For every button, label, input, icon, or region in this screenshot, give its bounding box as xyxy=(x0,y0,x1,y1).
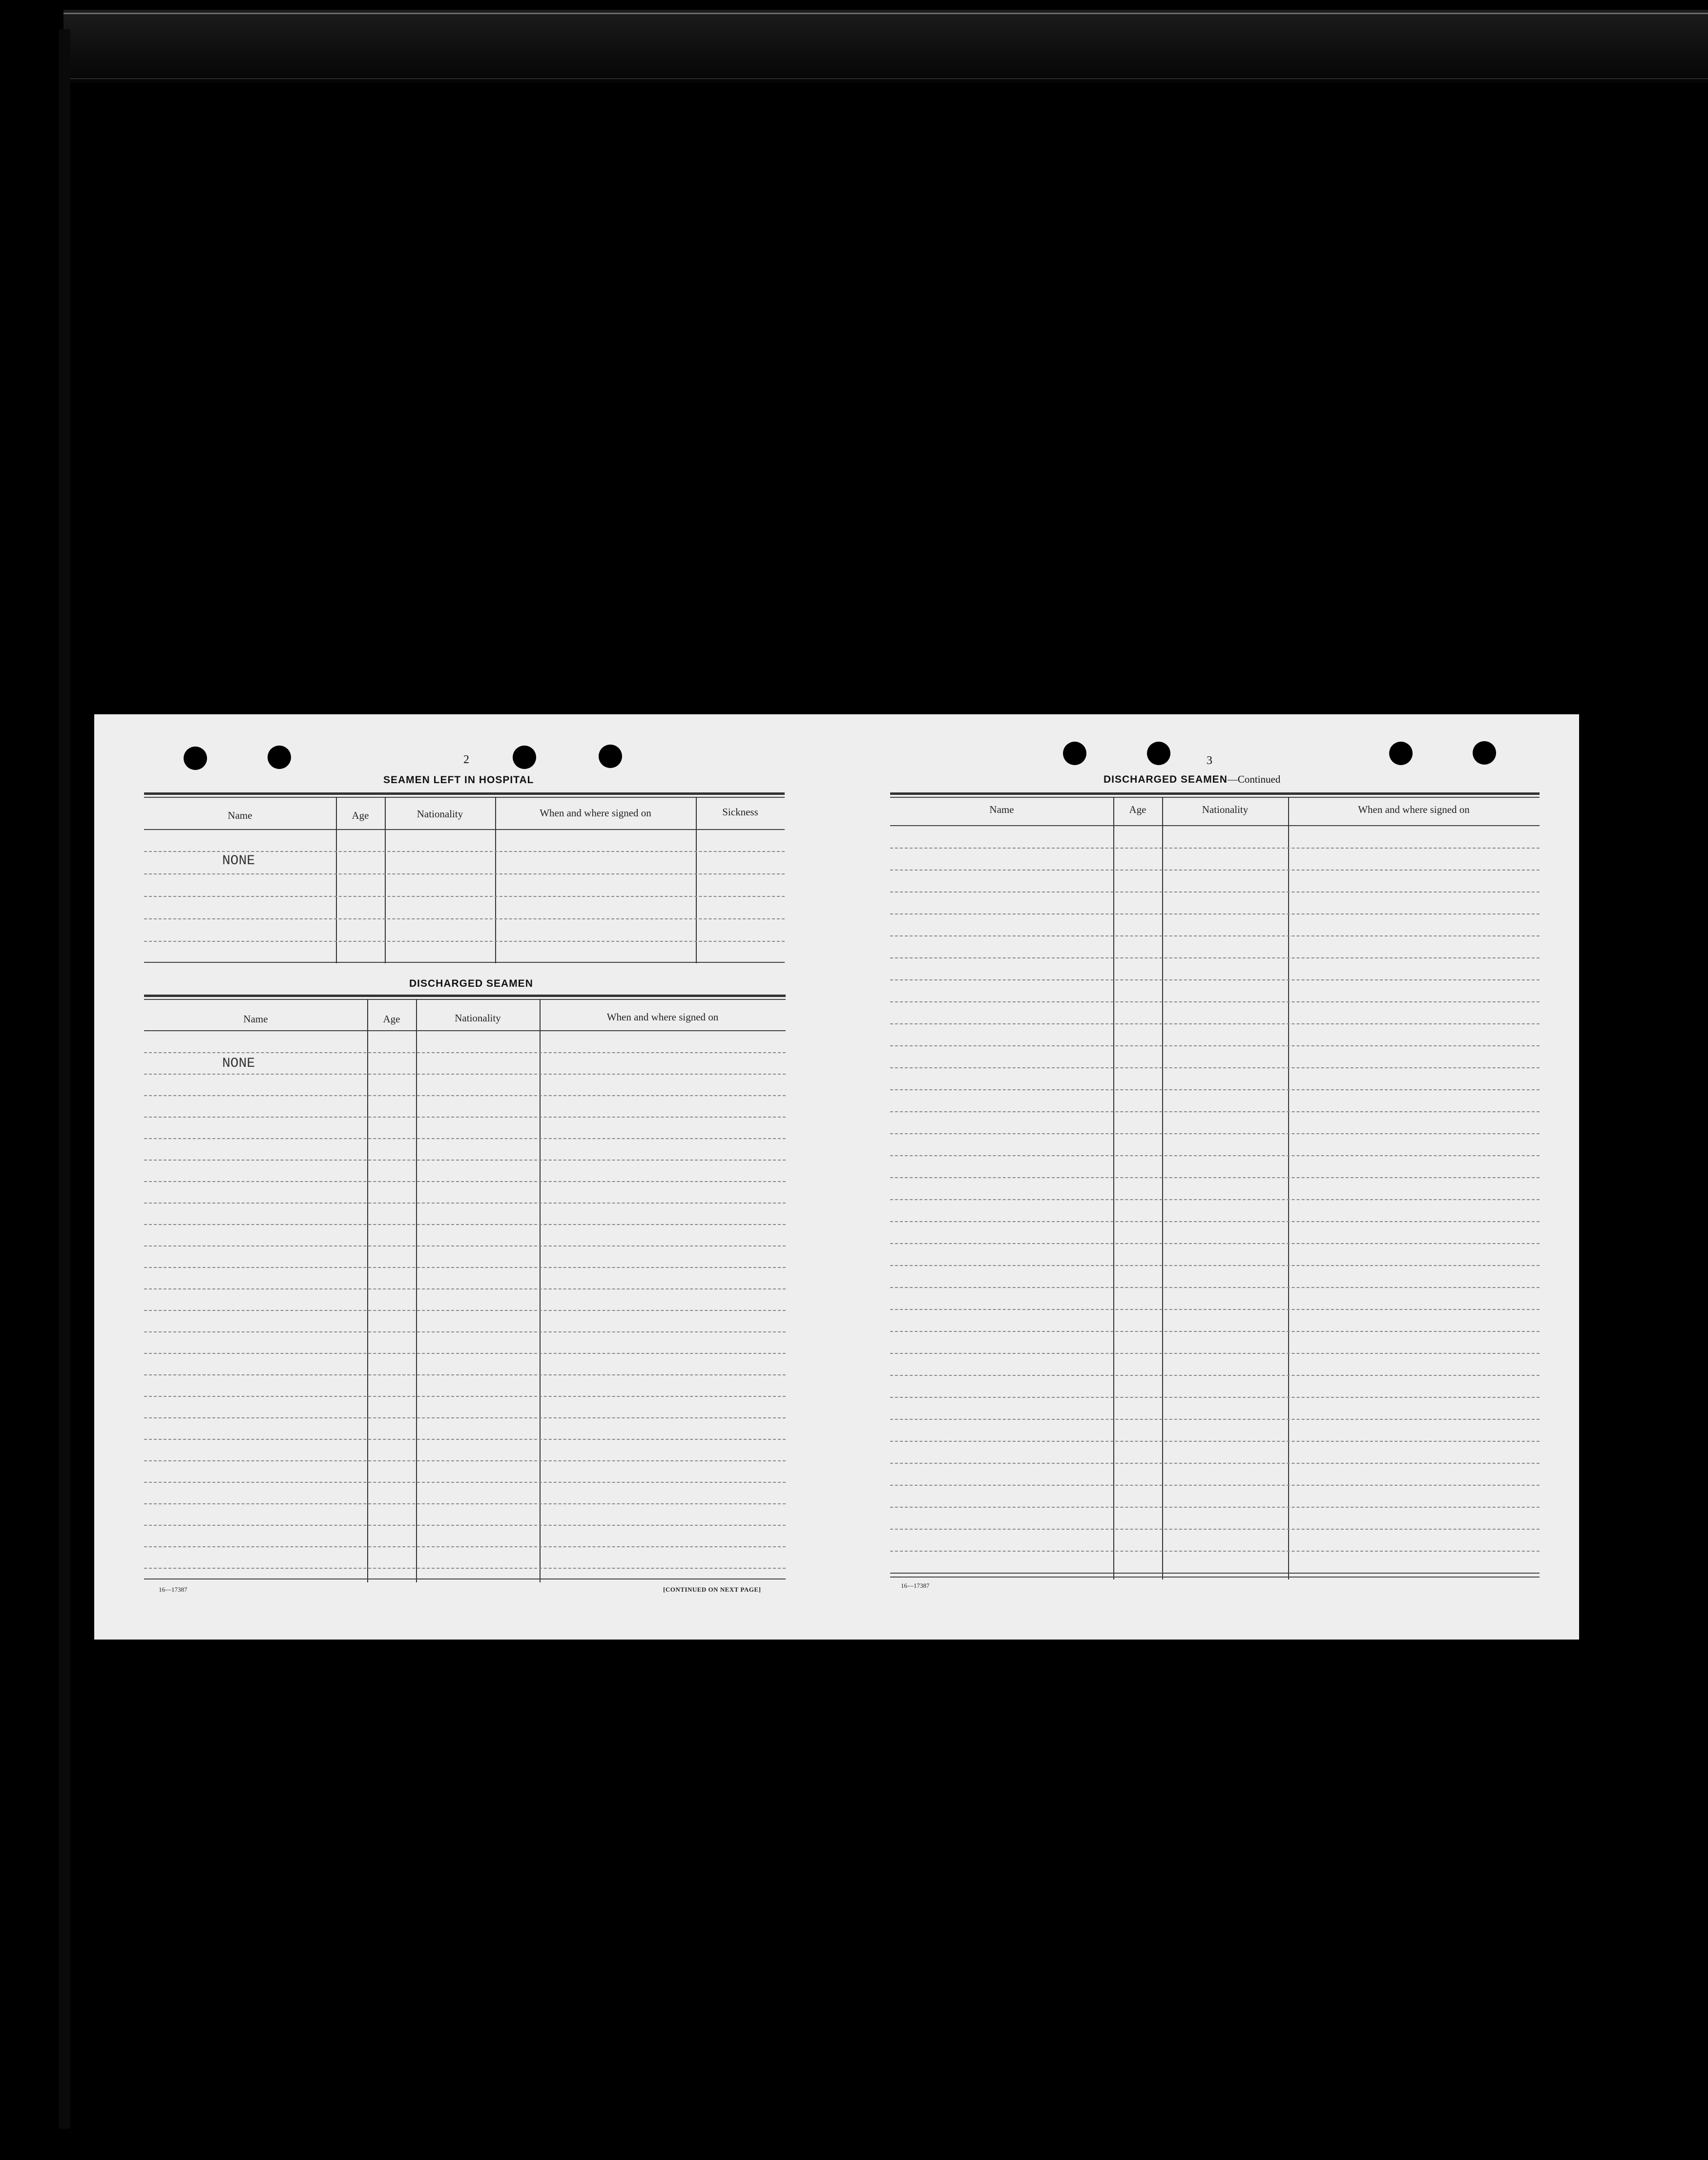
col-header-nationality: Nationality xyxy=(417,808,463,820)
film-edge-shadow xyxy=(63,78,1708,79)
right-section-title-main: DISCHARGED SEAMEN xyxy=(1104,774,1228,785)
col-header-age: Age xyxy=(383,1013,400,1025)
page-number-left: 2 xyxy=(463,753,469,766)
col-header-nationality: Nationality xyxy=(1202,804,1249,815)
punch-hole xyxy=(1473,741,1496,765)
col-header-signed-on: When and where signed on xyxy=(1358,804,1470,815)
right-section-title-suffix: —Continued xyxy=(1227,773,1281,785)
col-header-nationality: Nationality xyxy=(455,1012,501,1024)
punch-hole xyxy=(1147,742,1170,765)
col-header-signed-on: When and where signed on xyxy=(606,1011,719,1023)
right-section-title xyxy=(1104,773,1280,786)
form-number-right: 16—17387 xyxy=(901,1582,930,1589)
page-number-right: 3 xyxy=(1207,754,1212,767)
film-strip-top xyxy=(63,10,1708,83)
hospital-section-title: SEAMEN LEFT IN HOSPITAL xyxy=(383,774,534,786)
punch-hole xyxy=(1063,742,1086,765)
hospital-entry: NONE xyxy=(222,853,255,869)
punch-hole xyxy=(268,746,291,769)
col-header-name: Name xyxy=(989,804,1014,815)
col-header-sickness: Sickness xyxy=(722,806,758,818)
discharged-continued-table xyxy=(890,792,1540,1574)
col-header-signed-on: When and where signed on xyxy=(540,807,651,819)
discharged-table xyxy=(144,995,786,1580)
col-header-name: Name xyxy=(243,1013,268,1025)
discharged-entry: NONE xyxy=(222,1056,255,1071)
form-number-left: 16—17387 xyxy=(159,1586,187,1593)
discharged-section-title: DISCHARGED SEAMEN xyxy=(409,978,533,989)
col-header-age: Age xyxy=(352,810,369,821)
punch-hole xyxy=(513,746,536,769)
punch-hole xyxy=(599,745,622,768)
col-header-age: Age xyxy=(1129,804,1146,815)
continued-note: [CONTINUED ON NEXT PAGE] xyxy=(663,1586,761,1593)
col-header-name: Name xyxy=(228,810,252,821)
document-sheet xyxy=(94,714,1579,1640)
film-strip-left xyxy=(59,29,70,2129)
punch-hole xyxy=(1389,742,1413,765)
punch-hole xyxy=(184,747,207,770)
film-edge-line xyxy=(63,13,1708,14)
